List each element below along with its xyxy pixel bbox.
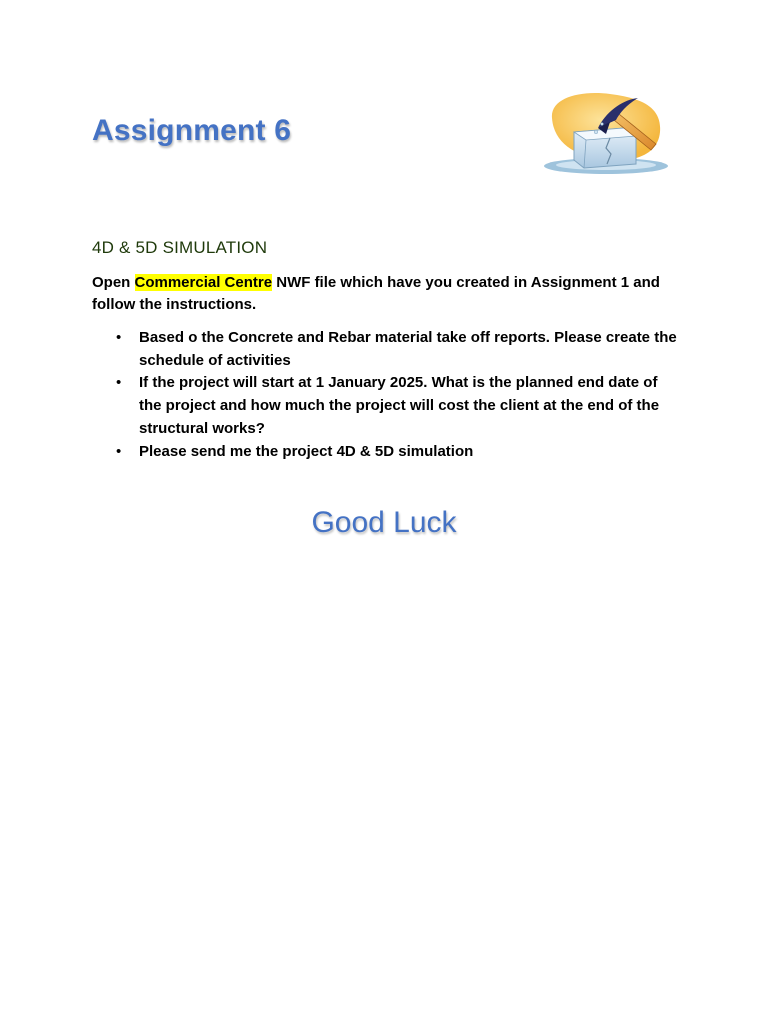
bullet-icon: • bbox=[116, 329, 122, 346]
instruction-list bbox=[92, 327, 682, 463]
list-item-text: If the project will start at 1 January 2025. What is the planned end date of the project and how much the project will cost the client at the end of the structural works? bbox=[139, 374, 660, 437]
list-item-text: Please send me the project 4D & 5D simulation bbox=[139, 442, 474, 460]
intro-text-end: NWF file which have you created in Assignment 1 and follow the instructions. bbox=[92, 274, 660, 313]
page-title: Assignment 6 bbox=[92, 114, 292, 147]
intro-paragraph bbox=[92, 272, 682, 316]
closing-message: Good Luck bbox=[311, 506, 457, 539]
highlighted-project-name: Commercial Centre bbox=[134, 274, 273, 291]
list-item-text: Based o the Concrete and Rebar material take off reports. Please create the schedule of activities bbox=[139, 329, 677, 369]
intro-text-start: Open bbox=[92, 274, 135, 291]
pickaxe-ice-block-icon bbox=[540, 88, 672, 180]
list-item bbox=[92, 372, 682, 440]
bullet-icon: • bbox=[116, 442, 122, 460]
list-item bbox=[92, 441, 682, 464]
list-item bbox=[92, 327, 682, 372]
section-heading: 4D & 5D SIMULATION bbox=[92, 238, 268, 257]
bullet-icon: • bbox=[116, 374, 122, 392]
